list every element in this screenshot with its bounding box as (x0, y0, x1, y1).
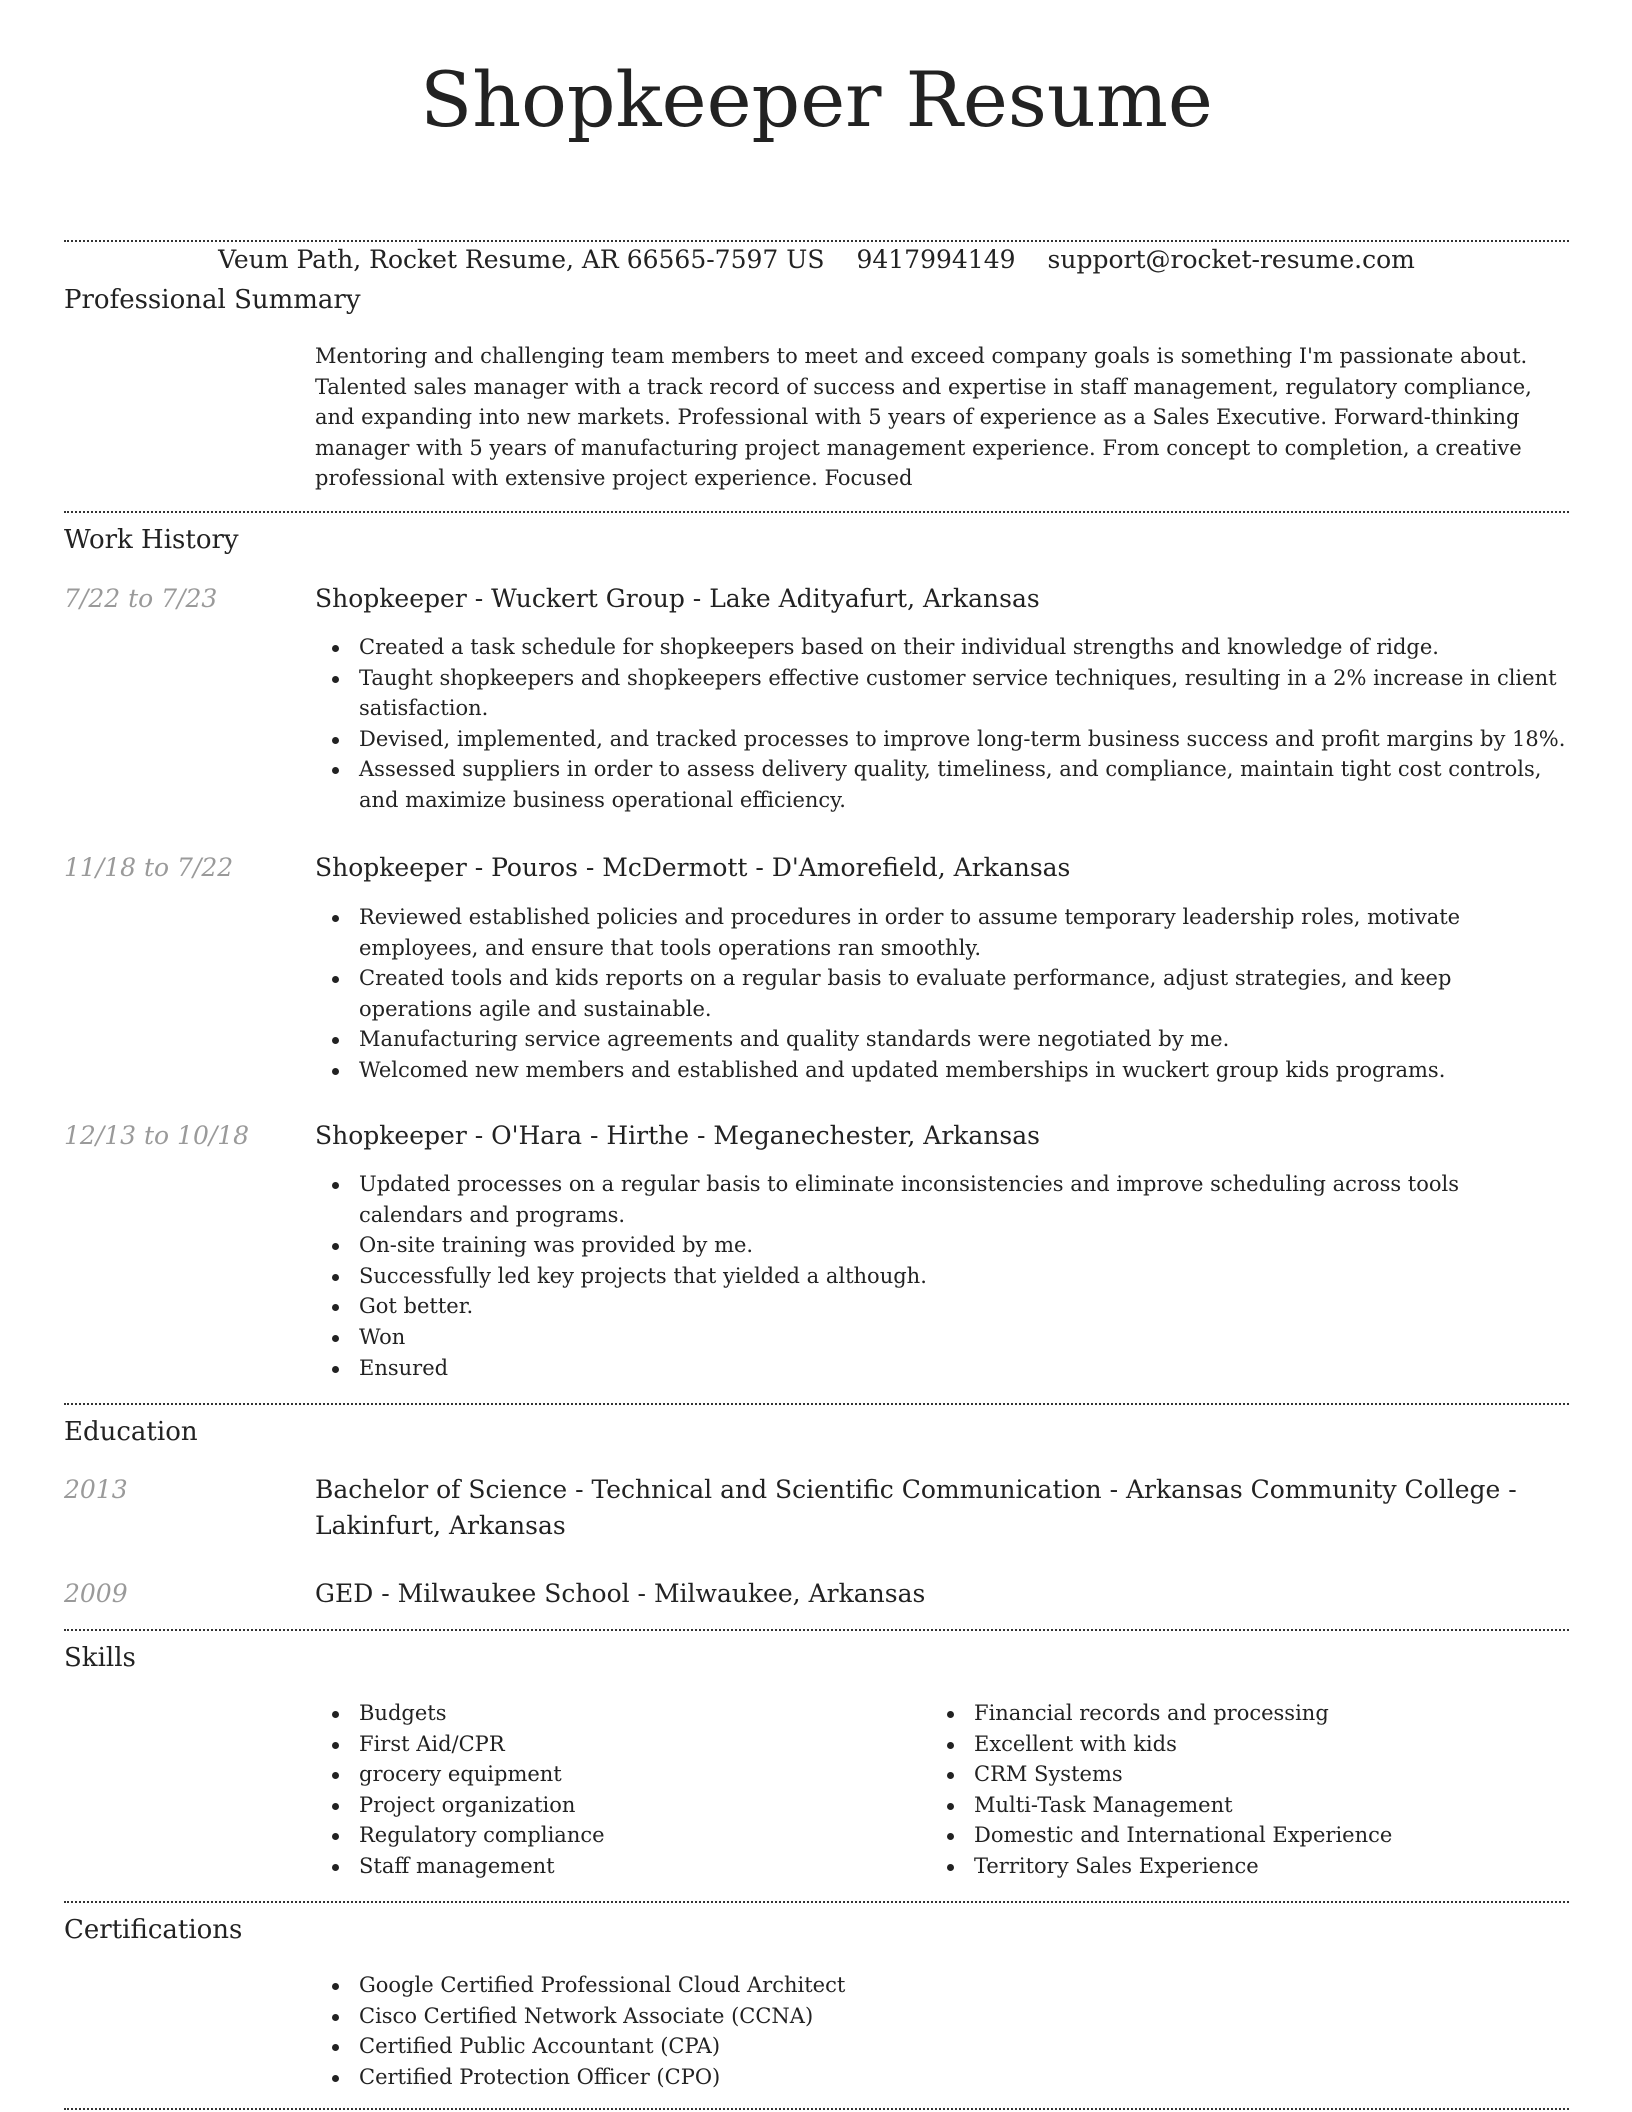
list-item: Staff management (315, 1851, 915, 1882)
list-item: Regulatory compliance (315, 1820, 915, 1851)
skills-list-right (930, 1698, 1569, 1882)
divider (64, 511, 1569, 513)
section-title-certifications: Certifications (64, 1915, 243, 1945)
summary-text: Mentoring and challenging team members to meet and exceed company goals is something I'm passionate about. Talented sales manager with a track record of success and expertise in staff management, regulatory compliance, and expanding into new markets. Professional with 5 years of experience as a Sales Executive. Forward-thinking manager with 5 years of manufacturing project management experience. From concept to completion, a creative professional with extensive project experience. Focused (315, 344, 1532, 490)
list-item: Won (315, 1322, 1569, 1353)
education-title: GED - Milwaukee School - Milwaukee, Arkansas (315, 1579, 926, 1608)
list-item: Successfully led key projects that yielded a although. (315, 1261, 1569, 1292)
job-bullets (315, 902, 1569, 1086)
list-item: Manufacturing service agreements and quality standards were negotiated by me. (315, 1024, 1569, 1055)
list-item: Multi-Task Management (930, 1790, 1569, 1821)
divider (64, 2108, 1569, 2110)
education-year: 2013 (64, 1475, 128, 1504)
list-item: Territory Sales Experience (930, 1851, 1569, 1882)
list-item: grocery equipment (315, 1759, 915, 1790)
skills-list-left (315, 1698, 915, 1882)
resume-page (64, 0, 1569, 2089)
certifications-list (315, 1970, 1569, 2092)
section-title-skills: Skills (64, 1643, 136, 1673)
list-item: Certified Protection Officer (CPO) (315, 2062, 1569, 2093)
list-item: Devised, implemented, and tracked processes to improve long-term business success and profit margins by 18%. (315, 724, 1569, 755)
list-item: Created tools and kids reports on a regular basis to evaluate performance, adjust strategies, and keep operations agile and sustainable. (315, 963, 1569, 1024)
contact-line (64, 243, 1569, 277)
education-year: 2009 (64, 1579, 128, 1608)
divider (64, 1403, 1569, 1405)
job-bullets (315, 632, 1569, 816)
job-title: Shopkeeper - O'Hara - Hirthe - Meganechester, Arkansas (315, 1121, 1040, 1150)
divider (64, 240, 1569, 242)
list-item: Ensured (315, 1353, 1569, 1384)
list-item: CRM Systems (930, 1759, 1569, 1790)
divider (64, 1629, 1569, 1631)
contact-address: Veum Path, Rocket Resume, AR 66565-7597 US (218, 245, 825, 274)
list-item: Cisco Certified Network Associate (CCNA) (315, 2001, 1569, 2032)
job-dates: 7/22 to 7/23 (64, 584, 218, 613)
section-title-education: Education (64, 1417, 198, 1447)
list-item: Budgets (315, 1698, 915, 1729)
list-item: Updated processes on a regular basis to eliminate inconsistencies and improve scheduling across tools calendars and programs. (315, 1169, 1569, 1230)
section-title-work-history: Work History (64, 525, 239, 555)
job-title: Shopkeeper - Wuckert Group - Lake Adityafurt, Arkansas (315, 584, 1040, 613)
list-item: On-site training was provided by me. (315, 1230, 1569, 1261)
job-dates: 11/18 to 7/22 (64, 853, 234, 882)
list-item: Project organization (315, 1790, 915, 1821)
list-item: Assessed suppliers in order to assess delivery quality, timeliness, and compliance, maintain tight cost controls, and maximize business operational efficiency. (315, 754, 1569, 815)
contact-email[interactable]: support@rocket-resume.com (1047, 245, 1415, 274)
education-title: Bachelor of Science - Technical and Scientific Communication - Arkansas Community College - Lakinfurt, Arkansas (315, 1475, 1517, 1540)
list-item: Welcomed new members and established and updated memberships in wuckert group kids programs. (315, 1055, 1569, 1086)
list-item: Excellent with kids (930, 1729, 1569, 1760)
contact-phone: 9417994149 (856, 245, 1016, 274)
resume-title: Shopkeeper Resume (420, 55, 1213, 144)
list-item: Got better. (315, 1291, 1569, 1322)
list-item: Reviewed established policies and procedures in order to assume temporary leadership roles, motivate employees, and ensure that tools operations ran smoothly. (315, 902, 1569, 963)
list-item: Domestic and International Experience (930, 1820, 1569, 1851)
job-title: Shopkeeper - Pouros - McDermott - D'Amorefield, Arkansas (315, 853, 1071, 882)
list-item: Google Certified Professional Cloud Architect (315, 1970, 1569, 2001)
job-bullets (315, 1169, 1569, 1383)
resume-header (64, 0, 1569, 148)
job-dates: 12/13 to 10/18 (64, 1121, 250, 1150)
list-item: Financial records and processing (930, 1698, 1569, 1729)
section-title-summary: Professional Summary (64, 285, 361, 315)
list-item: Certified Public Accountant (CPA) (315, 2031, 1569, 2062)
list-item: First Aid/CPR (315, 1729, 915, 1760)
list-item: Created a task schedule for shopkeepers based on their individual strengths and knowledge of ridge. (315, 632, 1569, 663)
list-item: Taught shopkeepers and shopkeepers effective customer service techniques, resulting in a 2% increase in client satisfaction. (315, 663, 1569, 724)
divider (64, 1901, 1569, 1903)
